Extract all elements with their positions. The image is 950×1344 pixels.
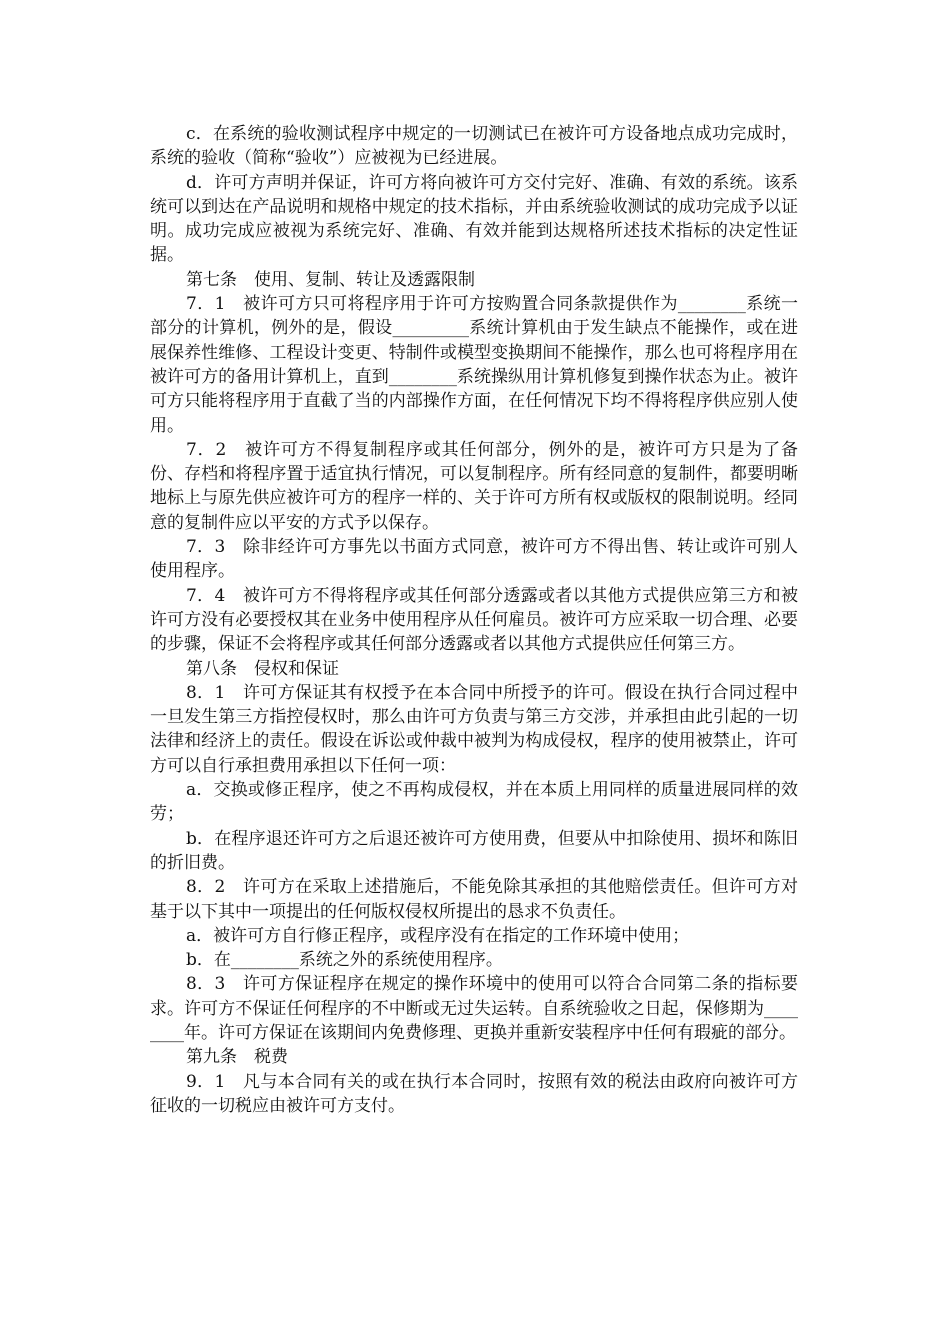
clause-7-1: 7．1 被许可方只可将程序用于许可方按购置合同条款提供作为________系统一部分的计算机，例外的是，假设_________系统计算机由于发生缺点不能操作，或在进展保养性维修、工程设计变更、特制件或模型变换期间不能操作，那么也可将程序用在被许可方的备用计算机上，直到________系统操纵用计算机修复到操作状态为止。被许可方只能将程序用于直截了当的内部操作方面，在任何情况下均不得将程序供应别人使用。 — [150, 294, 798, 436]
clause-8-2: 8．2 许可方在采取上述措施后，不能免除其承担的其他赔偿责任。但许可方对基于以下其中一项提出的任何版权侵权所提出的恳求不负责任。 — [150, 877, 798, 922]
clause-7-2: 7．2 被许可方不得复制程序或其任何部分，例外的是，被许可方只是为了备份、存档和将程序置于适宜执行情况，可以复制程序。所有经同意的复制件，都要明晰地标上与原先供应被许可方的程序一样的、关于许可方所有权或版权的限制说明。经同意的复制件应以平安的方式予以保存。 — [150, 439, 798, 533]
clause-9-1: 9．1 凡与本合同有关的或在执行本合同时，按照有效的税法由政府向被许可方征收的一切税应由被许可方支付。 — [150, 1071, 798, 1116]
clause-warranty-d: d．许可方声明并保证，许可方将向被许可方交付完好、准确、有效的系统。该系统可以到达在产品说明和规格中规定的技术指标，并由系统验收测试的成功完成予以证明。成功完成应被视为系统完好、准确、有效并能到达规格所述技术指标的决定性证据。 — [150, 172, 798, 266]
document-page — [150, 122, 798, 1118]
article-7-heading: 第七条 使用、复制、转让及透露限制 — [186, 269, 475, 290]
clause-8-2-a: a．被许可方自行修正程序，或程序没有在指定的工作环境中使用； — [186, 925, 690, 946]
clause-7-3: 7．3 除非经许可方事先以书面方式同意，被许可方不得出售、转让或许可别人使用程序。 — [150, 537, 798, 582]
clause-8-1-a: a．交换或修正程序，使之不再构成侵权，并在本质上用同样的质量进展同样的效劳； — [150, 780, 798, 825]
clause-8-2-b: b．在________系统之外的系统使用程序。 — [186, 950, 503, 971]
clause-8-3: 8．3 许可方保证程序在规定的操作环境中的使用可以符合合同第二条的指标要求。许可方不保证任何程序的不中断或无过失运转。自系统验收之日起，保修期为________年。许可方保证在该期间内免费修理、更换并重新安装程序中任何有瑕疵的部分。 — [150, 974, 798, 1043]
clause-8-1: 8．1 许可方保证其有权授予在本合同中所授予的许可。假设在执行合同过程中一旦发生第三方指控侵权时，那么由许可方负责与第三方交涉，并承担由此引起的一切法律和经济上的责任。假设在诉讼或仲裁中被判为构成侵权，程序的使用被禁止，许可方可以自行承担费用承担以下任何一项： — [150, 682, 798, 776]
article-8-heading: 第八条 侵权和保证 — [186, 658, 339, 679]
article-9-heading: 第九条 税费 — [186, 1047, 288, 1068]
clause-acceptance-c: c．在系统的验收测试程序中规定的一切测试已在被许可方设备地点成功完成时，系统的验收（简称“验收”）应被视为已经进展。 — [150, 124, 798, 169]
clause-8-1-b: b．在程序退还许可方之后退还被许可方使用费，但要从中扣除使用、损坏和陈旧的折旧费。 — [150, 828, 798, 873]
clause-7-4: 7．4 被许可方不得将程序或其任何部分透露或者以其他方式提供应第三方和被许可方没有必要授权其在业务中使用程序从任何雇员。被许可方应采取一切合理、必要的步骤，保证不会将程序或其任何部分透露或者以其他方式提供应任何第三方。 — [150, 585, 798, 655]
